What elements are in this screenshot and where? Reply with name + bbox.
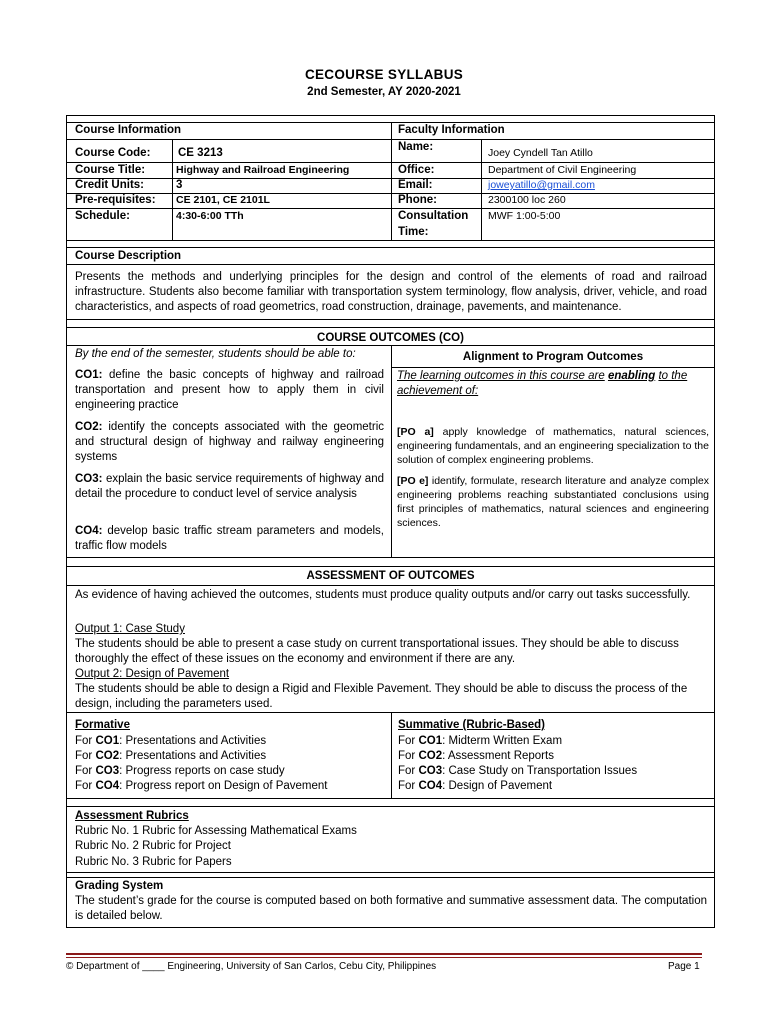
page-number: Page 1	[668, 961, 700, 972]
course-title-value: Highway and Railroad Engineering	[176, 164, 350, 176]
office-value: Department of Civil Engineering	[488, 164, 637, 176]
faculty-name-label: Name:	[398, 141, 434, 153]
grading-heading: Grading System	[75, 880, 164, 892]
prerequisites-label: Pre-requisites:	[75, 194, 156, 206]
page-subtitle: 2nd Semester, AY 2020-2021	[307, 86, 461, 98]
output2-title: Output 2: Design of Pavement	[75, 668, 230, 680]
rubric-item: Rubric No. 1 Rubric for Assessing Mathematical Exams	[75, 825, 357, 837]
summative-heading: Summative (Rubric-Based)	[398, 719, 545, 731]
formative-co4: For CO4: Progress report on Design of Pavement	[75, 780, 328, 792]
prerequisites-value: CE 2101, CE 2101L	[176, 194, 270, 206]
schedule-label: Schedule:	[75, 210, 130, 222]
course-title-label: Course Title:	[75, 164, 146, 176]
office-label: Office:	[398, 164, 435, 176]
footer-rule	[66, 953, 702, 955]
footer-rule-thin	[66, 957, 702, 958]
course-outcomes-heading: COURSE OUTCOMES (CO)	[317, 332, 464, 344]
summative-co4: For CO4: Design of Pavement	[398, 780, 553, 792]
alignment-heading: Alignment to Program Outcomes	[462, 351, 644, 363]
co3-item: CO3: explain the basic service requirements of highway and detail the procedure to conduct level of service analysis	[75, 473, 384, 500]
phone-label: Phone:	[398, 194, 437, 206]
rubric-item: Rubric No. 3 Rubric for Papers	[75, 856, 232, 868]
formative-co2: For CO2: Presentations and Activities	[75, 750, 267, 762]
page-title: CECOURSE SYLLABUS	[304, 67, 464, 82]
consultation-label-time: Time:	[398, 226, 429, 238]
po-a-item: [PO a] apply knowledge of mathematics, natural sciences, engineering fundamentals, and an engineering specialization to the solution of complex engineering problems.	[397, 426, 710, 466]
po-e-item: [PO e] identify, formulate, research literature and analyze complex engineering problems reaching substantiated conclusions using first principles of mathematics, natural sciences and engineering sciences.	[397, 475, 710, 529]
summative-co2: For CO2: Assessment Reports	[398, 750, 554, 762]
assessment-heading: ASSESSMENT OF OUTCOMES	[306, 570, 475, 582]
assessment-intro: As evidence of having achieved the outcomes, students must produce quality outputs and/or carry out tasks successfully.	[75, 589, 691, 601]
co1-item: CO1: define the basic concepts of highway and railroad transportation and present how to apply them in civil engineering practice	[75, 369, 384, 411]
outcomes-intro: By the end of the semester, students should be able to:	[75, 348, 356, 360]
summative-co1: For CO1: Midterm Written Exam	[398, 735, 563, 747]
course-code-value: CE 3213	[178, 147, 223, 159]
course-description-text: Presents the methods and underlying principles for the design and control of the elements of road and railroad infrastructure. Students also become familiar with transportation system terminology, flow analysis, driver, vehicle, and road characteristics, and aspects of road geometrics, road construction, drainage, pavements, and maintenance.	[75, 271, 707, 313]
formative-co1: For CO1: Presentations and Activities	[75, 735, 267, 747]
grading-text: The student’s grade for the course is computed based on both formative and summative assessment data. The computation is detailed below.	[75, 895, 707, 922]
output1-text: The students should be able to present a case study on current transportational issues. They should be able to discuss thoroughly the effect of these issues on the economy and environment if there are any.	[75, 638, 679, 665]
output2-text: The students should be able to design a Rigid and Flexible Pavement. They should be able to discuss the process of the design, including the parameters used.	[75, 683, 688, 710]
consultation-label: Consultation	[398, 210, 469, 222]
rubric-item: Rubric No. 2 Rubric for Project	[75, 840, 231, 852]
course-code-label: Course Code:	[75, 147, 151, 159]
alignment-intro: The learning outcomes in this course are enabling to the achievement of:	[397, 370, 688, 397]
email-label: Email:	[398, 179, 433, 191]
course-info-heading: Course Information	[75, 124, 182, 136]
summative-co3: For CO3: Case Study on Transportation Issues	[398, 765, 638, 777]
output1-title: Output 1: Case Study	[75, 623, 185, 635]
credit-units-label: Credit Units:	[75, 179, 144, 191]
schedule-value: 4:30-6:00 TTh	[176, 210, 244, 222]
rubrics-heading: Assessment Rubrics	[75, 810, 189, 822]
course-description-heading: Course Description	[75, 250, 182, 262]
phone-value: 2300100 loc 260	[488, 194, 566, 206]
consultation-value: MWF 1:00-5:00	[488, 210, 561, 222]
formative-heading: Formative	[75, 719, 130, 731]
email-link[interactable]: joweyatillo@gmail.com	[488, 179, 595, 191]
faculty-name-value: Joey Cyndell Tan Atillo	[488, 147, 593, 159]
credit-units-value: 3	[176, 179, 183, 191]
co2-item: CO2: identify the concepts associated with the geometric and structural design of highway and railway engineering systems	[75, 421, 385, 463]
formative-co3: For CO3: Progress reports on case study	[75, 765, 285, 777]
co4-item: CO4: develop basic traffic stream parameters and models, traffic flow models	[75, 525, 384, 552]
faculty-info-heading: Faculty Information	[398, 124, 505, 136]
footer-text: © Department of ____ Engineering, University of San Carlos, Cebu City, Philippines	[66, 961, 437, 972]
